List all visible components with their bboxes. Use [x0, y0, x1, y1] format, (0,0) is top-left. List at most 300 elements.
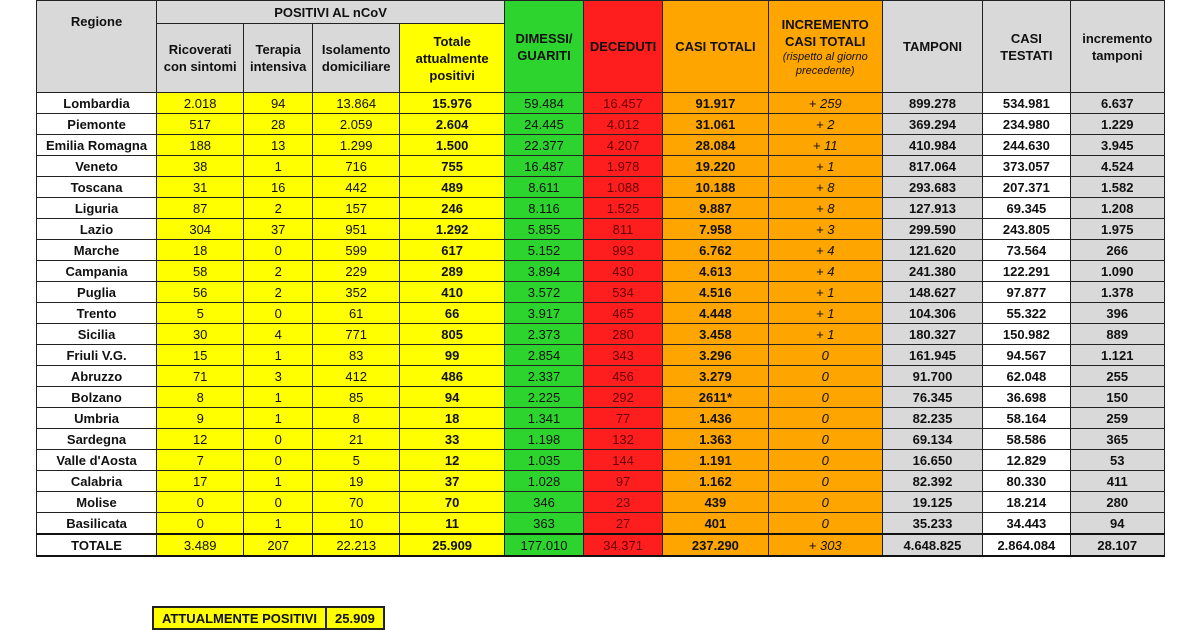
- cell-incremento-tamponi: 4.524: [1070, 156, 1165, 177]
- cell-regione: Toscana: [37, 177, 157, 198]
- cell-tamponi: 299.590: [882, 219, 983, 240]
- cell-totale-positivi: 25.909: [400, 534, 505, 556]
- cell-casi-totali: 3.296: [663, 345, 769, 366]
- cell-incremento-tamponi: 1.582: [1070, 177, 1165, 198]
- cell-dimessi: 3.572: [505, 282, 584, 303]
- cell-regione: Veneto: [37, 156, 157, 177]
- cell-ricoverati: 17: [157, 471, 244, 492]
- cell-ricoverati: 304: [157, 219, 244, 240]
- header-incremento: [768, 1, 882, 93]
- cell-incremento-tamponi: 1.229: [1070, 114, 1165, 135]
- cell-deceduti: 4.207: [584, 135, 663, 156]
- cell-isolamento: 771: [313, 324, 400, 345]
- cell-tamponi: 76.345: [882, 387, 983, 408]
- cell-incremento: 0: [768, 513, 882, 535]
- cell-deceduti: 1.088: [584, 177, 663, 198]
- cell-totale-positivi: 11: [400, 513, 505, 535]
- table-row: [37, 114, 1165, 135]
- cell-deceduti: 23: [584, 492, 663, 513]
- header-casi-totali: CASI TOTALI: [663, 1, 769, 93]
- cell-incremento-tamponi: 255: [1070, 366, 1165, 387]
- cell-regione: Trento: [37, 303, 157, 324]
- header-incremento-note: (rispetto al giorno precedente): [782, 50, 868, 77]
- cell-ricoverati: 56: [157, 282, 244, 303]
- cell-totale-positivi: 410: [400, 282, 505, 303]
- cell-terapia: 3: [244, 366, 313, 387]
- cell-incremento-tamponi: 53: [1070, 450, 1165, 471]
- cell-regione: Sicilia: [37, 324, 157, 345]
- cell-tamponi: 4.648.825: [882, 534, 983, 556]
- cell-tamponi: 180.327: [882, 324, 983, 345]
- cell-ricoverati: 38: [157, 156, 244, 177]
- cell-dimessi: 346: [505, 492, 584, 513]
- cell-dimessi: 59.484: [505, 93, 584, 114]
- cell-ricoverati: 58: [157, 261, 244, 282]
- cell-dimessi: 1.198: [505, 429, 584, 450]
- cell-isolamento: 61: [313, 303, 400, 324]
- header-terapia: Terapia intensiva: [244, 24, 313, 93]
- cell-isolamento: 22.213: [313, 534, 400, 556]
- cell-totale-positivi: 70: [400, 492, 505, 513]
- cell-isolamento: 442: [313, 177, 400, 198]
- cell-tamponi: 69.134: [882, 429, 983, 450]
- cell-casi-testati: 58.586: [983, 429, 1070, 450]
- cell-tamponi: 899.278: [882, 93, 983, 114]
- cell-casi-testati: 12.829: [983, 450, 1070, 471]
- cell-casi-testati: 80.330: [983, 471, 1070, 492]
- cell-totale-positivi: 289: [400, 261, 505, 282]
- cell-incremento-tamponi: 365: [1070, 429, 1165, 450]
- cell-incremento-tamponi: 396: [1070, 303, 1165, 324]
- cell-incremento: + 11: [768, 135, 882, 156]
- cell-incremento: 0: [768, 408, 882, 429]
- cell-tamponi: 19.125: [882, 492, 983, 513]
- cell-dimessi: 8.116: [505, 198, 584, 219]
- cell-terapia: 13: [244, 135, 313, 156]
- cell-terapia: 16: [244, 177, 313, 198]
- cell-dimessi: 2.225: [505, 387, 584, 408]
- table-row: [37, 93, 1165, 114]
- cell-incremento-tamponi: 259: [1070, 408, 1165, 429]
- cell-deceduti: 16.457: [584, 93, 663, 114]
- cell-incremento: + 8: [768, 177, 882, 198]
- cell-casi-testati: 73.564: [983, 240, 1070, 261]
- cell-terapia: 0: [244, 303, 313, 324]
- cell-terapia: 28: [244, 114, 313, 135]
- cell-dimessi: 177.010: [505, 534, 584, 556]
- cell-casi-totali: 439: [663, 492, 769, 513]
- cell-casi-testati: 243.805: [983, 219, 1070, 240]
- cell-terapia: 0: [244, 450, 313, 471]
- cell-ricoverati: 31: [157, 177, 244, 198]
- cell-regione: Marche: [37, 240, 157, 261]
- cell-totale-positivi: 805: [400, 324, 505, 345]
- cell-isolamento: 21: [313, 429, 400, 450]
- cell-tamponi: 35.233: [882, 513, 983, 535]
- cell-incremento: + 259: [768, 93, 882, 114]
- cell-deceduti: 993: [584, 240, 663, 261]
- cell-incremento-tamponi: 3.945: [1070, 135, 1165, 156]
- cell-casi-totali: 1.162: [663, 471, 769, 492]
- header-dimessi: DIMESSI/ GUARITI: [505, 1, 584, 93]
- cell-deceduti: 34.371: [584, 534, 663, 556]
- cell-isolamento: 352: [313, 282, 400, 303]
- cell-totale-positivi: 94: [400, 387, 505, 408]
- cell-incremento: + 1: [768, 324, 882, 345]
- cell-deceduti: 77: [584, 408, 663, 429]
- cell-deceduti: 465: [584, 303, 663, 324]
- cell-isolamento: 83: [313, 345, 400, 366]
- cell-terapia: 2: [244, 261, 313, 282]
- cell-totale-positivi: 12: [400, 450, 505, 471]
- cell-regione: Lazio: [37, 219, 157, 240]
- cell-casi-testati: 36.698: [983, 387, 1070, 408]
- cell-terapia: 1: [244, 345, 313, 366]
- cell-incremento-tamponi: 266: [1070, 240, 1165, 261]
- cell-regione: Abruzzo: [37, 366, 157, 387]
- cell-casi-totali: 91.917: [663, 93, 769, 114]
- table-row: [37, 345, 1165, 366]
- cell-dimessi: 1.035: [505, 450, 584, 471]
- cell-regione: Lombardia: [37, 93, 157, 114]
- table-row: [37, 177, 1165, 198]
- table-row: [37, 450, 1165, 471]
- cell-casi-testati: 2.864.084: [983, 534, 1070, 556]
- cell-tamponi: 817.064: [882, 156, 983, 177]
- cell-dimessi: 2.854: [505, 345, 584, 366]
- cell-incremento-tamponi: 1.975: [1070, 219, 1165, 240]
- cell-terapia: 1: [244, 387, 313, 408]
- cell-casi-totali: 1.363: [663, 429, 769, 450]
- cell-incremento-tamponi: 280: [1070, 492, 1165, 513]
- cell-incremento-tamponi: 889: [1070, 324, 1165, 345]
- cell-casi-totali: 10.188: [663, 177, 769, 198]
- cell-ricoverati: 188: [157, 135, 244, 156]
- cell-casi-totali: 9.887: [663, 198, 769, 219]
- cell-isolamento: 5: [313, 450, 400, 471]
- cell-terapia: 1: [244, 408, 313, 429]
- cell-incremento: 0: [768, 387, 882, 408]
- cell-isolamento: 951: [313, 219, 400, 240]
- cell-deceduti: 534: [584, 282, 663, 303]
- header-incremento-tamponi: incremento tamponi: [1070, 1, 1165, 93]
- cell-casi-testati: 207.371: [983, 177, 1070, 198]
- table-row: [37, 324, 1165, 345]
- cell-ricoverati: 12: [157, 429, 244, 450]
- cell-ricoverati: 0: [157, 492, 244, 513]
- cell-regione: Puglia: [37, 282, 157, 303]
- cell-casi-testati: 94.567: [983, 345, 1070, 366]
- cell-casi-totali: 3.458: [663, 324, 769, 345]
- cell-casi-totali: 19.220: [663, 156, 769, 177]
- cell-casi-testati: 244.630: [983, 135, 1070, 156]
- cell-incremento-tamponi: 6.637: [1070, 93, 1165, 114]
- header-regione: Regione: [37, 1, 157, 93]
- cell-terapia: 1: [244, 156, 313, 177]
- cell-deceduti: 811: [584, 219, 663, 240]
- total-row: [37, 534, 1165, 556]
- header-casi-testati: CASI TESTATI: [983, 1, 1070, 93]
- cell-dimessi: 24.445: [505, 114, 584, 135]
- cell-totale-positivi: 15.976: [400, 93, 505, 114]
- header-totale-positivi: Totale attualmente positivi: [400, 24, 505, 93]
- cell-deceduti: 97: [584, 471, 663, 492]
- cell-casi-testati: 534.981: [983, 93, 1070, 114]
- header-tamponi: TAMPONI: [882, 1, 983, 93]
- cell-dimessi: 2.337: [505, 366, 584, 387]
- summary-value: 25.909: [326, 607, 384, 629]
- cell-incremento: 0: [768, 492, 882, 513]
- header-ricoverati: Ricoverati con sintomi: [157, 24, 244, 93]
- cell-casi-testati: 34.443: [983, 513, 1070, 535]
- cell-deceduti: 343: [584, 345, 663, 366]
- table-row: [37, 198, 1165, 219]
- cell-deceduti: 132: [584, 429, 663, 450]
- cell-ricoverati: 18: [157, 240, 244, 261]
- cell-isolamento: 716: [313, 156, 400, 177]
- table-row: [37, 366, 1165, 387]
- cell-dimessi: 22.377: [505, 135, 584, 156]
- cell-tamponi: 410.984: [882, 135, 983, 156]
- table-row: [37, 219, 1165, 240]
- header-deceduti: DECEDUTI: [584, 1, 663, 93]
- cell-tamponi: 127.913: [882, 198, 983, 219]
- cell-regione: Umbria: [37, 408, 157, 429]
- cell-terapia: 207: [244, 534, 313, 556]
- cell-deceduti: 280: [584, 324, 663, 345]
- cell-totale-positivi: 617: [400, 240, 505, 261]
- table-row: [37, 387, 1165, 408]
- cell-incremento: + 303: [768, 534, 882, 556]
- cell-deceduti: 1.978: [584, 156, 663, 177]
- cell-dimessi: 1.028: [505, 471, 584, 492]
- cell-terapia: 1: [244, 471, 313, 492]
- cell-dimessi: 3.917: [505, 303, 584, 324]
- cell-incremento: + 2: [768, 114, 882, 135]
- cell-ricoverati: 15: [157, 345, 244, 366]
- cell-dimessi: 5.152: [505, 240, 584, 261]
- cell-totale-positivi: 1.292: [400, 219, 505, 240]
- cell-regione: Sardegna: [37, 429, 157, 450]
- table-row: [37, 240, 1165, 261]
- cell-casi-totali: 31.061: [663, 114, 769, 135]
- header-positivi-group: POSITIVI AL nCoV: [157, 1, 505, 24]
- cell-casi-testati: 97.877: [983, 282, 1070, 303]
- cell-totale-positivi: 246: [400, 198, 505, 219]
- cell-tamponi: 16.650: [882, 450, 983, 471]
- cell-casi-totali: 28.084: [663, 135, 769, 156]
- cell-incremento: + 4: [768, 240, 882, 261]
- header-incremento-title: INCREMENTO CASI TOTALI: [781, 16, 869, 49]
- table-row: [37, 429, 1165, 450]
- cell-casi-totali: 1.191: [663, 450, 769, 471]
- summary-box: [152, 606, 385, 630]
- cell-dimessi: 1.341: [505, 408, 584, 429]
- cell-isolamento: 85: [313, 387, 400, 408]
- cell-casi-testati: 234.980: [983, 114, 1070, 135]
- cell-regione: Liguria: [37, 198, 157, 219]
- cell-incremento-tamponi: 1.208: [1070, 198, 1165, 219]
- cell-terapia: 0: [244, 429, 313, 450]
- cell-incremento: 0: [768, 450, 882, 471]
- cell-ricoverati: 7: [157, 450, 244, 471]
- cell-isolamento: 229: [313, 261, 400, 282]
- cell-deceduti: 144: [584, 450, 663, 471]
- cell-totale-positivi: 486: [400, 366, 505, 387]
- covid-regional-table: [36, 0, 1165, 557]
- cell-dimessi: 8.611: [505, 177, 584, 198]
- cell-casi-totali: 3.279: [663, 366, 769, 387]
- cell-regione: Emilia Romagna: [37, 135, 157, 156]
- cell-regione: Campania: [37, 261, 157, 282]
- cell-casi-testati: 62.048: [983, 366, 1070, 387]
- cell-casi-testati: 69.345: [983, 198, 1070, 219]
- cell-casi-totali: 2611*: [663, 387, 769, 408]
- cell-totale-positivi: 755: [400, 156, 505, 177]
- cell-ricoverati: 30: [157, 324, 244, 345]
- cell-isolamento: 599: [313, 240, 400, 261]
- cell-totale-positivi: 2.604: [400, 114, 505, 135]
- cell-ricoverati: 0: [157, 513, 244, 535]
- cell-totale-positivi: 489: [400, 177, 505, 198]
- cell-tamponi: 369.294: [882, 114, 983, 135]
- cell-casi-totali: 4.516: [663, 282, 769, 303]
- cell-regione: Molise: [37, 492, 157, 513]
- cell-incremento: + 1: [768, 303, 882, 324]
- table-row: [37, 156, 1165, 177]
- cell-incremento: 0: [768, 429, 882, 450]
- cell-totale-positivi: 1.500: [400, 135, 505, 156]
- cell-dimessi: 16.487: [505, 156, 584, 177]
- cell-incremento-tamponi: 1.121: [1070, 345, 1165, 366]
- cell-ricoverati: 9: [157, 408, 244, 429]
- table-row: [37, 303, 1165, 324]
- cell-dimessi: 3.894: [505, 261, 584, 282]
- cell-casi-totali: 4.613: [663, 261, 769, 282]
- cell-tamponi: 121.620: [882, 240, 983, 261]
- cell-regione: Piemonte: [37, 114, 157, 135]
- cell-incremento: + 1: [768, 156, 882, 177]
- cell-incremento: 0: [768, 471, 882, 492]
- cell-tamponi: 241.380: [882, 261, 983, 282]
- cell-ricoverati: 517: [157, 114, 244, 135]
- cell-isolamento: 2.059: [313, 114, 400, 135]
- cell-casi-totali: 6.762: [663, 240, 769, 261]
- cell-terapia: 37: [244, 219, 313, 240]
- cell-casi-totali: 237.290: [663, 534, 769, 556]
- cell-regione: TOTALE: [37, 534, 157, 556]
- cell-incremento-tamponi: 28.107: [1070, 534, 1165, 556]
- cell-ricoverati: 87: [157, 198, 244, 219]
- header-isolamento: Isolamento domiciliare: [313, 24, 400, 93]
- cell-tamponi: 148.627: [882, 282, 983, 303]
- cell-incremento: 0: [768, 366, 882, 387]
- table-row: [37, 261, 1165, 282]
- cell-tamponi: 104.306: [882, 303, 983, 324]
- cell-ricoverati: 2.018: [157, 93, 244, 114]
- cell-terapia: 94: [244, 93, 313, 114]
- cell-totale-positivi: 18: [400, 408, 505, 429]
- cell-isolamento: 19: [313, 471, 400, 492]
- cell-terapia: 1: [244, 513, 313, 535]
- cell-ricoverati: 8: [157, 387, 244, 408]
- table-row: [37, 135, 1165, 156]
- table-row: [37, 492, 1165, 513]
- cell-regione: Calabria: [37, 471, 157, 492]
- cell-tamponi: 91.700: [882, 366, 983, 387]
- cell-totale-positivi: 33: [400, 429, 505, 450]
- cell-incremento: + 1: [768, 282, 882, 303]
- cell-ricoverati: 71: [157, 366, 244, 387]
- cell-casi-testati: 122.291: [983, 261, 1070, 282]
- cell-casi-totali: 1.436: [663, 408, 769, 429]
- cell-isolamento: 70: [313, 492, 400, 513]
- table-body: [37, 93, 1165, 557]
- cell-casi-testati: 55.322: [983, 303, 1070, 324]
- cell-isolamento: 412: [313, 366, 400, 387]
- cell-isolamento: 10: [313, 513, 400, 535]
- cell-incremento: + 3: [768, 219, 882, 240]
- table-row: [37, 513, 1165, 535]
- cell-terapia: 2: [244, 198, 313, 219]
- cell-incremento: 0: [768, 345, 882, 366]
- table-row: [37, 408, 1165, 429]
- cell-casi-totali: 7.958: [663, 219, 769, 240]
- cell-incremento-tamponi: 94: [1070, 513, 1165, 535]
- cell-isolamento: 157: [313, 198, 400, 219]
- cell-terapia: 4: [244, 324, 313, 345]
- cell-totale-positivi: 99: [400, 345, 505, 366]
- cell-deceduti: 430: [584, 261, 663, 282]
- cell-regione: Bolzano: [37, 387, 157, 408]
- cell-isolamento: 13.864: [313, 93, 400, 114]
- cell-deceduti: 1.525: [584, 198, 663, 219]
- cell-regione: Friuli V.G.: [37, 345, 157, 366]
- cell-dimessi: 363: [505, 513, 584, 535]
- cell-terapia: 0: [244, 492, 313, 513]
- cell-isolamento: 1.299: [313, 135, 400, 156]
- table-row: [37, 471, 1165, 492]
- cell-isolamento: 8: [313, 408, 400, 429]
- cell-incremento-tamponi: 1.378: [1070, 282, 1165, 303]
- cell-regione: Valle d'Aosta: [37, 450, 157, 471]
- cell-totale-positivi: 37: [400, 471, 505, 492]
- cell-tamponi: 161.945: [882, 345, 983, 366]
- cell-tamponi: 82.235: [882, 408, 983, 429]
- cell-regione: Basilicata: [37, 513, 157, 535]
- cell-incremento: + 4: [768, 261, 882, 282]
- summary-label: ATTUALMENTE POSITIVI: [153, 607, 326, 629]
- cell-incremento-tamponi: 150: [1070, 387, 1165, 408]
- cell-dimessi: 5.855: [505, 219, 584, 240]
- cell-deceduti: 27: [584, 513, 663, 535]
- cell-deceduti: 292: [584, 387, 663, 408]
- cell-terapia: 0: [244, 240, 313, 261]
- cell-dimessi: 2.373: [505, 324, 584, 345]
- cell-incremento: + 8: [768, 198, 882, 219]
- cell-terapia: 2: [244, 282, 313, 303]
- cell-totale-positivi: 66: [400, 303, 505, 324]
- cell-tamponi: 82.392: [882, 471, 983, 492]
- cell-casi-testati: 373.057: [983, 156, 1070, 177]
- cell-casi-testati: 18.214: [983, 492, 1070, 513]
- table-row: [37, 282, 1165, 303]
- cell-casi-totali: 4.448: [663, 303, 769, 324]
- cell-deceduti: 456: [584, 366, 663, 387]
- cell-casi-totali: 401: [663, 513, 769, 535]
- cell-tamponi: 293.683: [882, 177, 983, 198]
- cell-incremento-tamponi: 1.090: [1070, 261, 1165, 282]
